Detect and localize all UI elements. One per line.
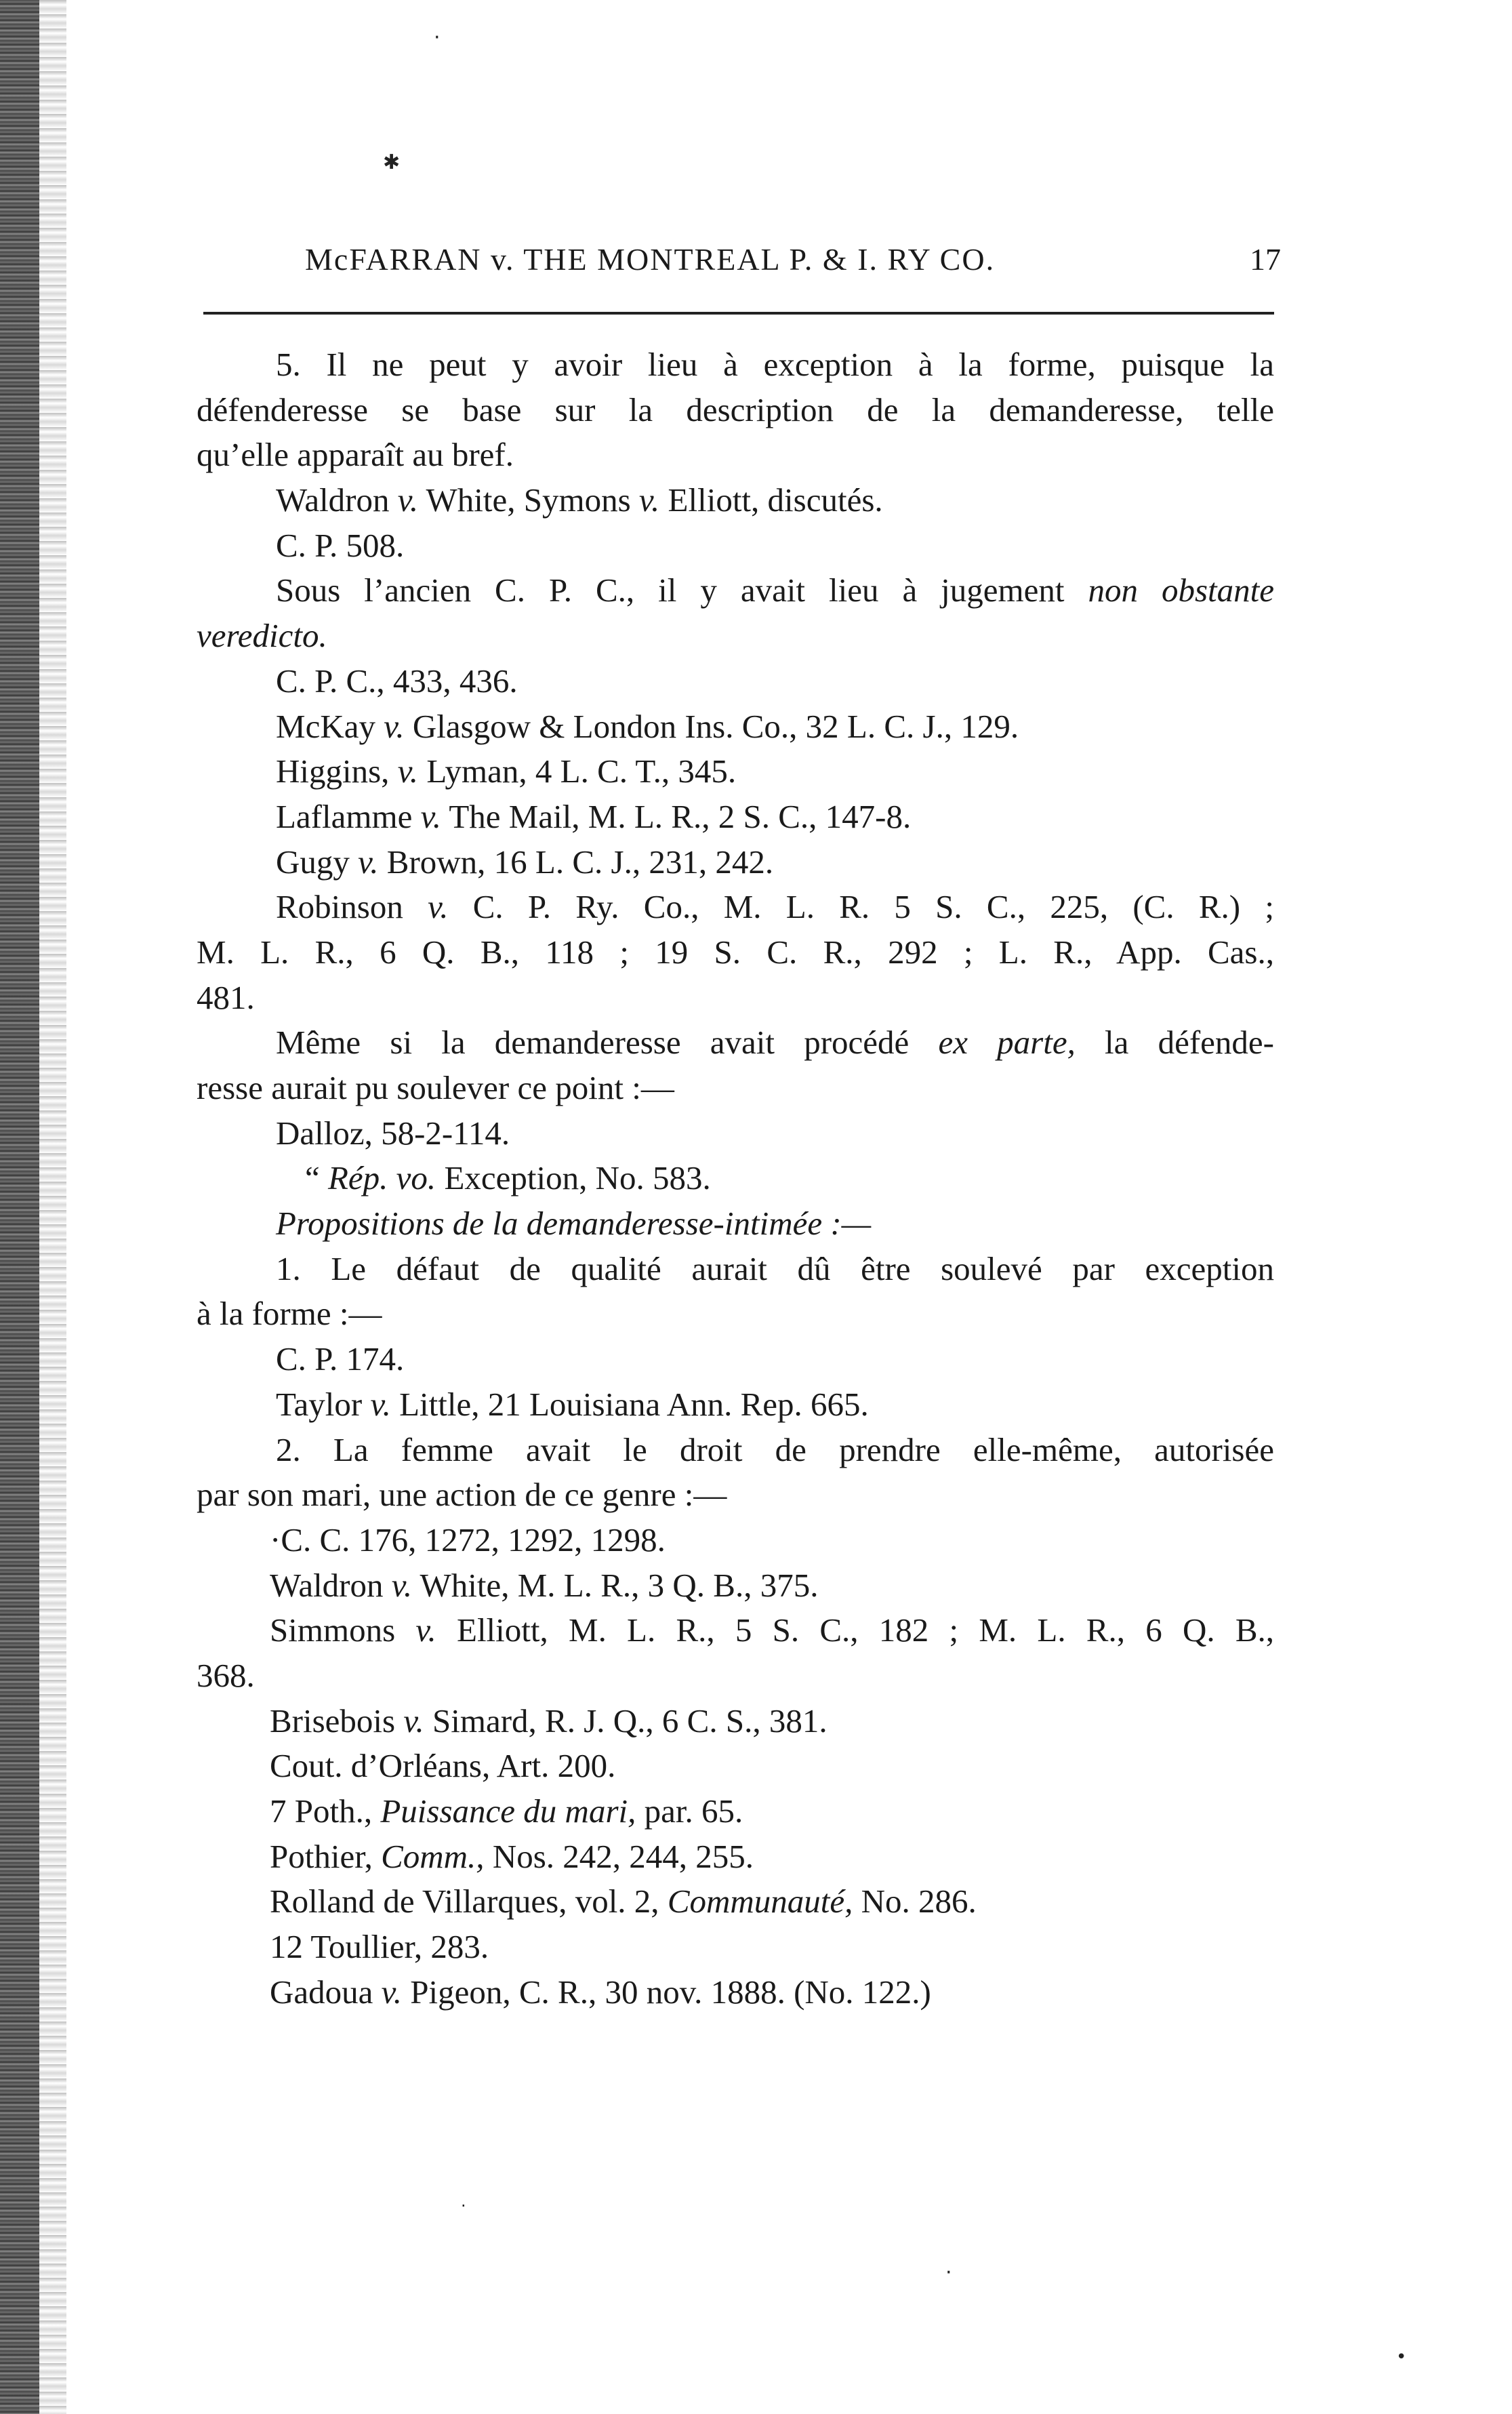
- text-line: C. P. C., 433, 436.: [276, 662, 518, 700]
- text-line: ·C. C. 176, 1272, 1292, 1298.: [270, 1521, 666, 1558]
- text-line: C. P. 508.: [276, 526, 405, 564]
- text-line: Même si la demanderesse avait procédé ex parte, la défende-: [276, 1024, 1274, 1062]
- text-line: Taylor v. Little, 21 Louisiana Ann. Rep. 665.: [276, 1385, 869, 1423]
- text-line: Sous l’ancien C. P. C., il y avait lieu à jugement non obstante: [276, 571, 1274, 609]
- text-line: 368.: [197, 1656, 255, 1694]
- print-mark-top: ✱: [383, 150, 401, 174]
- text-line: Pothier, Comm., Nos. 242, 244, 255.: [270, 1837, 754, 1875]
- text-line: qu’elle apparaît au bref.: [197, 436, 514, 474]
- print-mark-dot: ·: [461, 2196, 466, 2215]
- text-line: Dalloz, 58-2-114.: [276, 1114, 510, 1152]
- text-line: Laflamme v. The Mail, M. L. R., 2 S. C., 147-8.: [276, 797, 912, 835]
- text-line: Simmons v. Elliott, M. L. R., 5 S. C., 182 ; M. L. R., 6 Q. B.,: [270, 1611, 1274, 1649]
- text-line: resse aurait pu soulever ce point :—: [197, 1069, 674, 1106]
- text-line: Gadoua v. Pigeon, C. R., 30 nov. 1888. (No. 122.): [270, 1973, 931, 2011]
- text-line: Brisebois v. Simard, R. J. Q., 6 C. S., 381.: [270, 1702, 827, 1739]
- text-line: Robinson v. C. P. Ry. Co., M. L. R. 5 S. C., 225, (C. R.) ;: [276, 888, 1274, 926]
- text-line: Cout. d’Orléans, Art. 200.: [270, 1747, 616, 1785]
- header-rule: [203, 312, 1274, 315]
- page-body: [197, 342, 1274, 2015]
- page-binding-edge: [0, 0, 39, 2414]
- text-line: “ Rép. vo. Exception, No. 583.: [305, 1159, 711, 1197]
- text-line: Propositions de la demanderesse-intimée :—: [276, 1205, 872, 1243]
- text-line: Rolland de Villarques, vol. 2, Communauté, No. 286.: [270, 1883, 977, 1920]
- text-line: McKay v. Glasgow & London Ins. Co., 32 L. C. J., 129.: [276, 707, 1019, 745]
- text-line: Higgins, v. Lyman, 4 L. C. T., 345.: [276, 752, 737, 790]
- text-line: Waldron v. White, Symons v. Elliott, discutés.: [276, 481, 883, 519]
- running-head: McFARRAN v. THE MONTREAL P. & I. RY CO.: [305, 242, 996, 277]
- print-mark-dot: ·: [434, 26, 441, 49]
- text-line: par son mari, une action de ce genre :—: [197, 1476, 727, 1514]
- page-header: [305, 241, 1281, 289]
- text-line: veredicto.: [197, 617, 327, 655]
- text-line: C. P. 174.: [276, 1340, 405, 1378]
- text-line: M. L. R., 6 Q. B., 118 ; 19 S. C. R., 292 ; L. R., App. Cas.,: [197, 933, 1274, 971]
- text-line: 481.: [197, 978, 255, 1016]
- page-binding-speckle: [39, 0, 66, 2414]
- text-line: à la forme :—: [197, 1295, 382, 1333]
- text-line: 2. La femme avait le droit de prendre elle-même, autorisée: [276, 1430, 1274, 1468]
- text-line: Gugy v. Brown, 16 L. C. J., 231, 242.: [276, 843, 774, 881]
- text-line: 7 Poth., Puissance du mari, par. 65.: [270, 1792, 743, 1830]
- text-line: 1. Le défaut de qualité aurait dû être soulevé par exception: [276, 1249, 1274, 1287]
- page-number: 17: [1250, 242, 1281, 277]
- text-line: 12 Toullier, 283.: [270, 1928, 489, 1966]
- text-line: Waldron v. White, M. L. R., 3 Q. B., 375.: [270, 1566, 819, 1604]
- print-mark-dot: ·: [945, 2261, 952, 2285]
- text-line: défenderesse se base sur la description de la demanderesse, telle: [197, 390, 1274, 428]
- text-line: 5. Il ne peut y avoir lieu à exception à la forme, puisque la: [276, 346, 1274, 383]
- print-mark-dot: •: [1396, 2347, 1407, 2367]
